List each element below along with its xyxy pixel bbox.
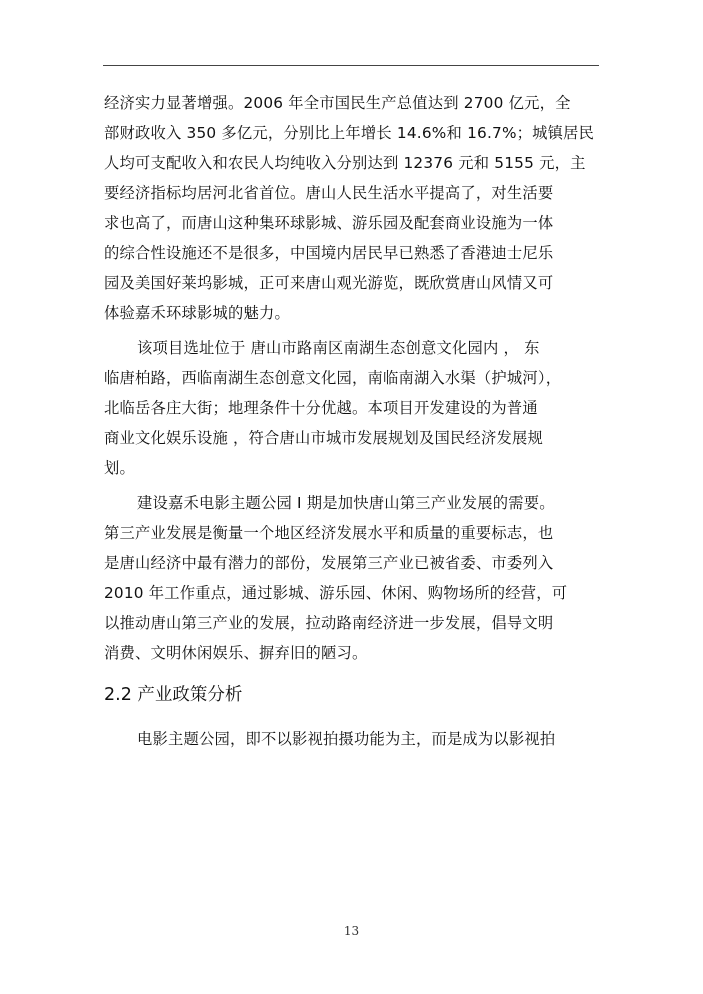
text-line: 求也高了，而唐山这种集环球影城、游乐园及配套商业设施为一体	[104, 214, 554, 232]
text-line: 经济实力显著增强。2006 年全市国民生产总值达到 2700 亿元，全	[104, 94, 571, 112]
text-line: 划。	[104, 459, 135, 477]
text-line: 北临岳各庄大街；地理条件十分优越。本项目开发建设的为普通	[104, 399, 538, 417]
text-line: 人均可支配收入和农民人均纯收入分别达到 12376 元和 5155 元，主	[104, 154, 586, 172]
text-line: 园及美国好莱坞影城，正可来唐山观光游览，既欣赏唐山风情又可	[104, 274, 554, 292]
page-number: 13	[343, 924, 360, 938]
paragraph-tertiary-industry	[104, 488, 598, 668]
text-line: 商业文化娱乐设施 ，符合唐山市城市发展规划及国民经济发展规	[104, 429, 543, 447]
section-heading: 2.2 产业政策分析	[104, 685, 243, 705]
text-line: 2010 年工作重点，通过影城、游乐园、休闲、购物场所的经营，可	[104, 584, 568, 602]
text-line: 要经济指标均居河北省首位。唐山人民生活水平提高了，对生活要	[104, 184, 554, 202]
page-body	[104, 88, 598, 754]
header-rule	[103, 65, 599, 66]
text-line: 以推动唐山第三产业的发展，拉动路南经济进一步发展，倡导文明	[104, 614, 554, 632]
text-line: 第三产业发展是衡量一个地区经济发展水平和质量的重要标志，也	[104, 524, 554, 542]
text-line: 该项目选址位于 唐山市路南区南湖生态创意文化园内 ， 东	[137, 339, 540, 357]
paragraph-economy	[104, 88, 598, 328]
text-line: 是唐山经济中最有潜力的部份，发展第三产业已被省委、市委列入	[104, 554, 554, 572]
text-line: 消费、文明休闲娱乐、摒弃旧的陋习。	[104, 644, 368, 662]
text-line: 体验嘉禾环球影城的魅力。	[104, 304, 290, 322]
text-line: 电影主题公园，即不以影视拍摄功能为主，而是成为以影视拍	[137, 730, 556, 748]
text-line: 临唐柏路，西临南湖生态创意文化园，南临南湖入水渠（护城河），	[104, 369, 562, 387]
text-line: 部财政收入 350 多亿元，分别比上年增长 14.6%和 16.7%；城镇居民	[104, 124, 595, 142]
paragraph-policy	[104, 724, 598, 754]
text-line: 建设嘉禾电影主题公园 I 期是加快唐山第三产业发展的需要。	[137, 494, 555, 512]
paragraph-site-location	[104, 333, 598, 483]
text-line: 的综合性设施还不是很多，中国境内居民早已熟悉了香港迪士尼乐	[104, 244, 554, 262]
